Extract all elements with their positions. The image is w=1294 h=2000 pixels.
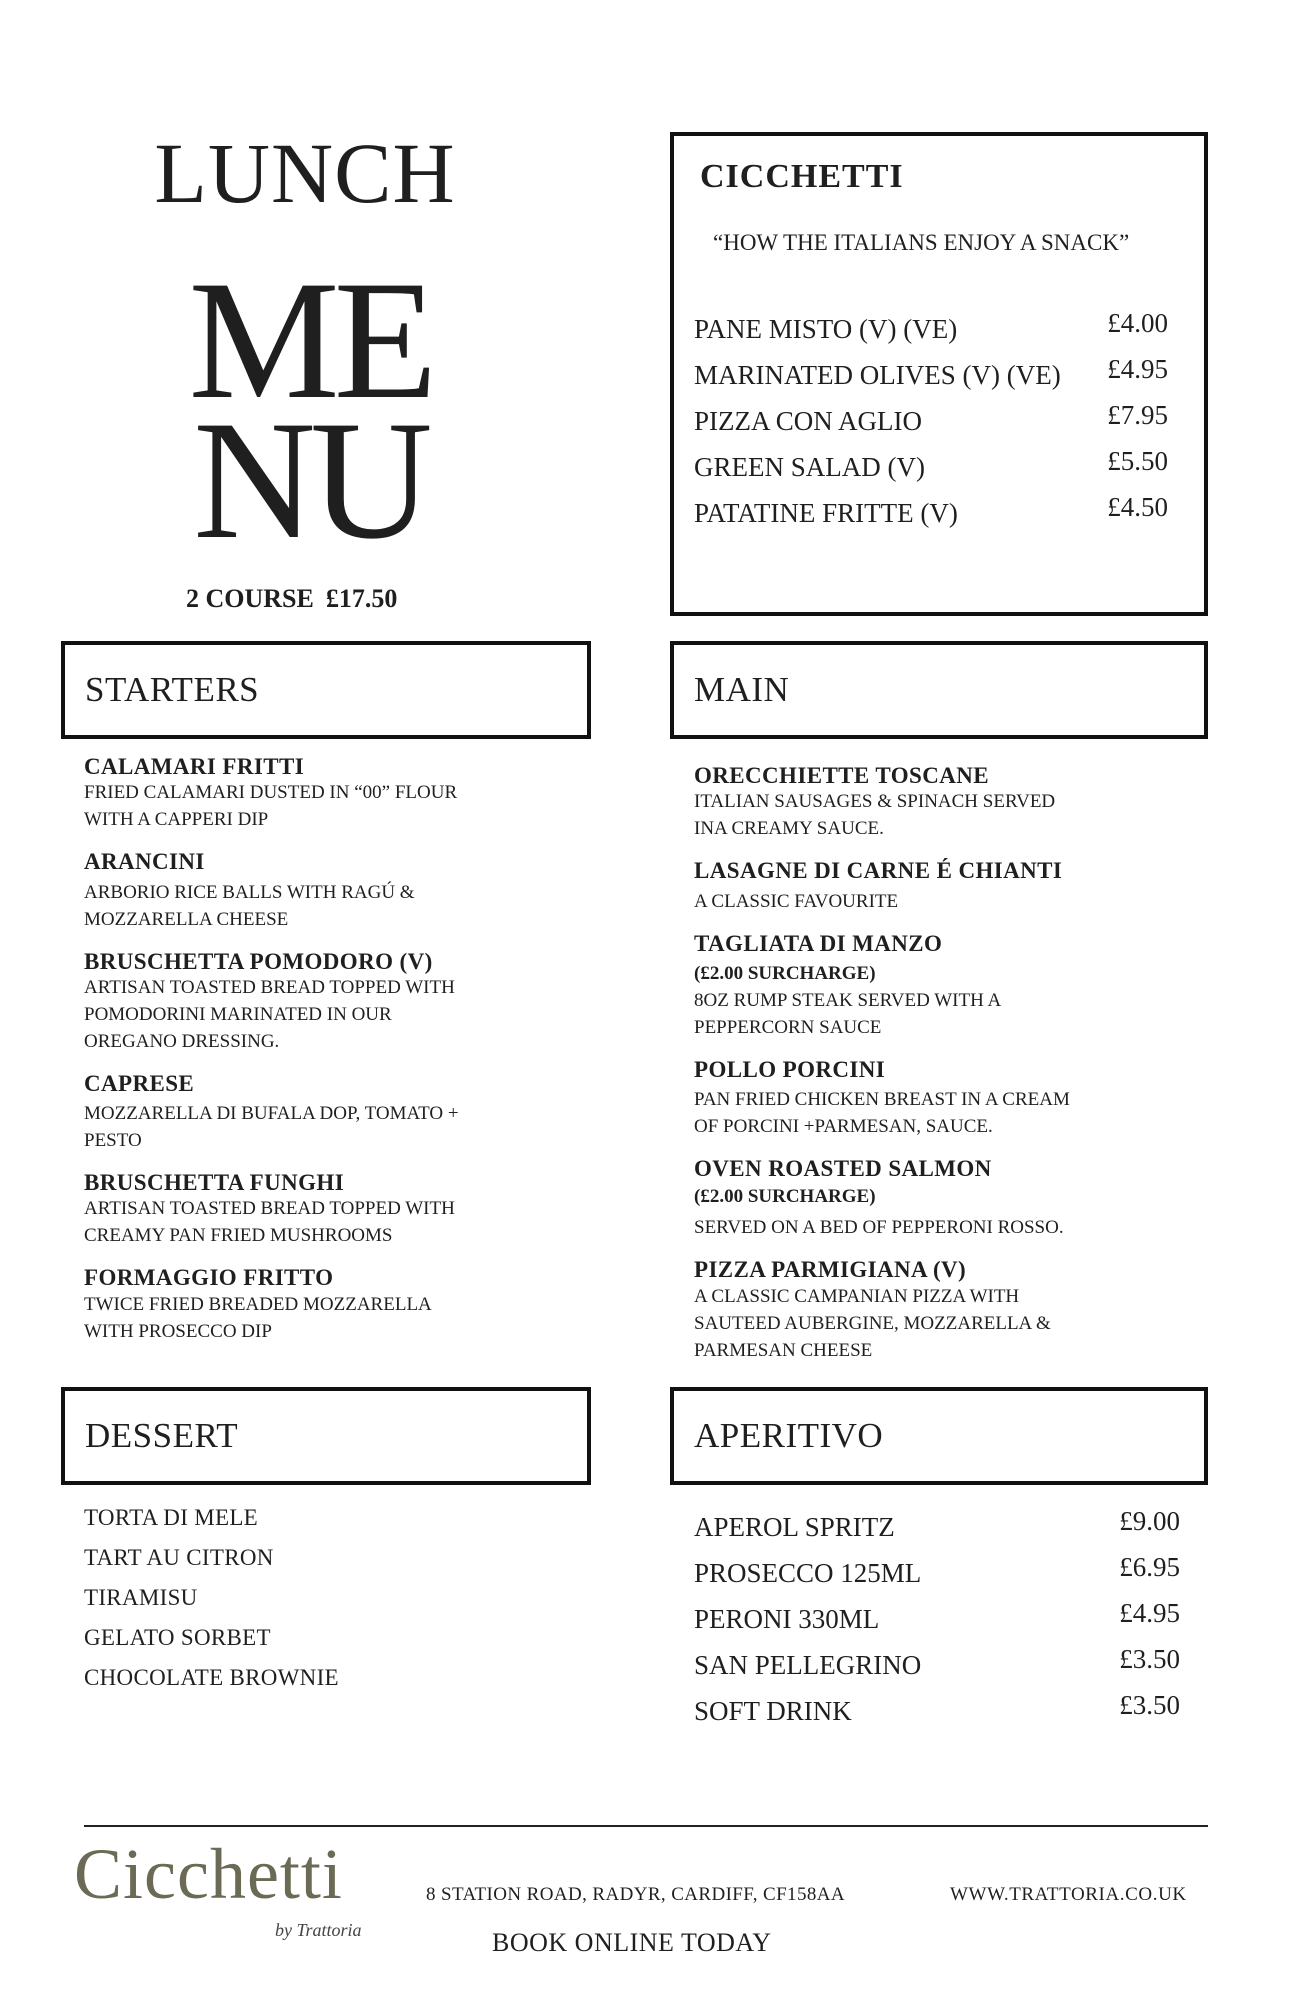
main-list — [694, 763, 1204, 1380]
item-name: GREEN SALAD (V) — [694, 452, 925, 482]
item-price: £4.00 — [1107, 308, 1168, 338]
cicchetti-item — [694, 446, 1168, 498]
dish-description: OREGANO DRESSING. — [84, 1030, 280, 1052]
item-price: £4.95 — [1107, 354, 1168, 384]
aperitivo-item — [694, 1690, 1180, 1742]
cicchetti-title: CICCHETTI — [700, 158, 904, 195]
item-name: PANE MISTO (V) (VE) — [694, 314, 958, 344]
item-price: £4.95 — [1119, 1598, 1180, 1628]
dessert-header-box — [61, 1387, 591, 1485]
brand-logo: Cicchetti — [74, 1834, 343, 1914]
dish-name: LASAGNE DI CARNE É CHIANTI — [694, 858, 1063, 884]
dish-description: MOZZARELLA CHEESE — [84, 908, 289, 930]
dish-description: A CLASSIC FAVOURITE — [694, 890, 899, 912]
aperitivo-item — [694, 1506, 1180, 1558]
dish-description: INA CREAMY SAUCE. — [694, 818, 884, 840]
dish-description: PAN FRIED CHICKEN BREAST IN A CREAM — [694, 1089, 1070, 1111]
starters-heading: STARTERS — [85, 670, 260, 709]
main-item — [694, 763, 1204, 842]
dessert-item: TIRAMISU — [84, 1585, 198, 1610]
dessert-item: TORTA DI MELE — [84, 1505, 259, 1530]
dish-name: PIZZA PARMIGIANA (V) — [694, 1257, 967, 1283]
dish-description: MOZZARELLA DI BUFALA DOP, TOMATO + — [84, 1103, 459, 1125]
dish-name: ARANCINI — [84, 849, 205, 875]
dish-description: A CLASSIC CAMPANIAN PIZZA WITH — [694, 1285, 1020, 1307]
item-name: SOFT DRINK — [694, 1696, 852, 1726]
starter-item — [84, 849, 584, 932]
dish-name: BRUSCHETTA FUNGHI — [84, 1170, 345, 1196]
dish-description: OF PORCINI +PARMESAN, SAUCE. — [694, 1116, 993, 1138]
main-heading: MAIN — [694, 670, 790, 709]
item-price: £4.50 — [1107, 492, 1168, 522]
cicchetti-subtitle: “HOW THE ITALIANS ENJOY A SNACK” — [713, 230, 1130, 255]
main-item — [694, 1156, 1204, 1241]
dessert-list — [84, 1505, 564, 1705]
restaurant-address: 8 STATION ROAD, RADYR, CARDIFF, CF158AA — [426, 1884, 845, 1905]
dish-name: OVEN ROASTED SALMON — [694, 1156, 992, 1182]
aperitivo-heading: APERITIVO — [694, 1416, 884, 1455]
main-item — [694, 1057, 1204, 1140]
aperitivo-item — [694, 1598, 1180, 1650]
course-label: 2 COURSE — [186, 584, 314, 613]
dish-description: WITH A CAPPERI DIP — [84, 809, 269, 831]
dish-description: ARBORIO RICE BALLS WITH RAGÚ & — [84, 881, 415, 903]
starters-list — [84, 754, 584, 1361]
dish-description: CREAMY PAN FRIED MUSHROOMS — [84, 1225, 393, 1247]
starters-header-box — [61, 641, 591, 739]
menu-title-line1: ME — [188, 246, 432, 434]
dish-description: ITALIAN SAUSAGES & SPINACH SERVED — [694, 791, 1056, 813]
dish-name: CAPRESE — [84, 1070, 195, 1096]
dish-name: CALAMARI FRITTI — [84, 754, 305, 779]
aperitivo-list — [694, 1506, 1180, 1742]
dish-description: PARMESAN CHEESE — [694, 1339, 873, 1361]
dish-description: POMODORINI MARINATED IN OUR — [84, 1003, 392, 1025]
item-price: £7.95 — [1107, 400, 1168, 430]
website-link[interactable]: WWW.TRATTORIA.CO.UK — [950, 1884, 1187, 1905]
item-price: £6.95 — [1119, 1552, 1180, 1582]
dish-description: FRIED CALAMARI DUSTED IN “00” FLOUR — [84, 782, 458, 804]
dish-surcharge: (£2.00 SURCHARGE) — [694, 1186, 876, 1208]
item-name: PIZZA CON AGLIO — [694, 406, 922, 436]
main-item — [694, 931, 1204, 1041]
main-header-box — [670, 641, 1208, 739]
dish-description: ARTISAN TOASTED BREAD TOPPED WITH — [84, 1198, 455, 1220]
item-name: PATATINE FRITTE (V) — [694, 498, 958, 528]
dish-name: BRUSCHETTA POMODORO (V) — [84, 948, 433, 974]
starter-item — [84, 949, 584, 1055]
footer-divider — [84, 1825, 1208, 1827]
cicchetti-item — [694, 308, 1168, 360]
item-name: PERONI 330ML — [694, 1604, 880, 1634]
brand-logo-subtitle: by Trattoria — [275, 1920, 362, 1940]
course-offer — [186, 584, 397, 614]
dessert-heading: DESSERT — [85, 1416, 239, 1455]
item-price: £5.50 — [1107, 446, 1168, 476]
starter-item — [84, 1170, 584, 1249]
dish-description: SERVED ON A BED OF PEPPERONI ROSSO. — [694, 1217, 1064, 1239]
dish-description: WITH PROSECCO DIP — [84, 1320, 272, 1342]
item-name: APEROL SPRITZ — [694, 1512, 895, 1542]
book-online-link[interactable]: BOOK ONLINE TODAY — [492, 1928, 772, 1957]
cicchetti-item — [694, 400, 1168, 452]
cicchetti-item — [694, 492, 1168, 544]
dish-surcharge: (£2.00 SURCHARGE) — [694, 962, 876, 984]
cicchetti-item — [694, 354, 1168, 406]
dessert-item: TART AU CITRON — [84, 1545, 274, 1570]
starter-item — [84, 754, 584, 833]
course-price: £17.50 — [325, 584, 398, 613]
aperitivo-item — [694, 1552, 1180, 1604]
dish-name: FORMAGGIO FRITTO — [84, 1265, 334, 1291]
dish-name: POLLO PORCINI — [694, 1056, 886, 1082]
main-item — [694, 1257, 1204, 1363]
dish-description: SAUTEED AUBERGINE, MOZZARELLA & — [694, 1312, 1051, 1334]
item-price: £3.50 — [1119, 1644, 1180, 1674]
item-price: £3.50 — [1119, 1690, 1180, 1720]
dish-description: TWICE FRIED BREADED MOZZARELLA — [84, 1293, 432, 1315]
cicchetti-list — [694, 308, 1168, 544]
starter-item — [84, 1071, 584, 1154]
item-price: £9.00 — [1119, 1506, 1180, 1536]
dish-description: ARTISAN TOASTED BREAD TOPPED WITH — [84, 976, 455, 998]
dish-name: ORECCHIETTE TOSCANE — [694, 763, 989, 788]
aperitivo-header-box — [670, 1387, 1208, 1485]
item-name: PROSECCO 125ML — [694, 1558, 922, 1588]
aperitivo-item — [694, 1644, 1180, 1696]
dessert-item: CHOCOLATE BROWNIE — [84, 1665, 339, 1690]
lunch-title: LUNCH — [154, 125, 456, 221]
main-item — [694, 858, 1204, 914]
dish-name: TAGLIATA DI MANZO — [694, 930, 943, 956]
starter-item — [84, 1265, 584, 1344]
dish-description: PEPPERCORN SAUCE — [694, 1016, 882, 1038]
menu-title-line2: NU — [193, 386, 427, 574]
item-name: SAN PELLEGRINO — [694, 1650, 922, 1680]
dessert-item: GELATO SORBET — [84, 1625, 271, 1650]
item-name: MARINATED OLIVES (V) (VE) — [694, 360, 1061, 390]
dish-description: 8OZ RUMP STEAK SERVED WITH A — [694, 989, 1002, 1011]
dish-description: PESTO — [84, 1130, 142, 1152]
